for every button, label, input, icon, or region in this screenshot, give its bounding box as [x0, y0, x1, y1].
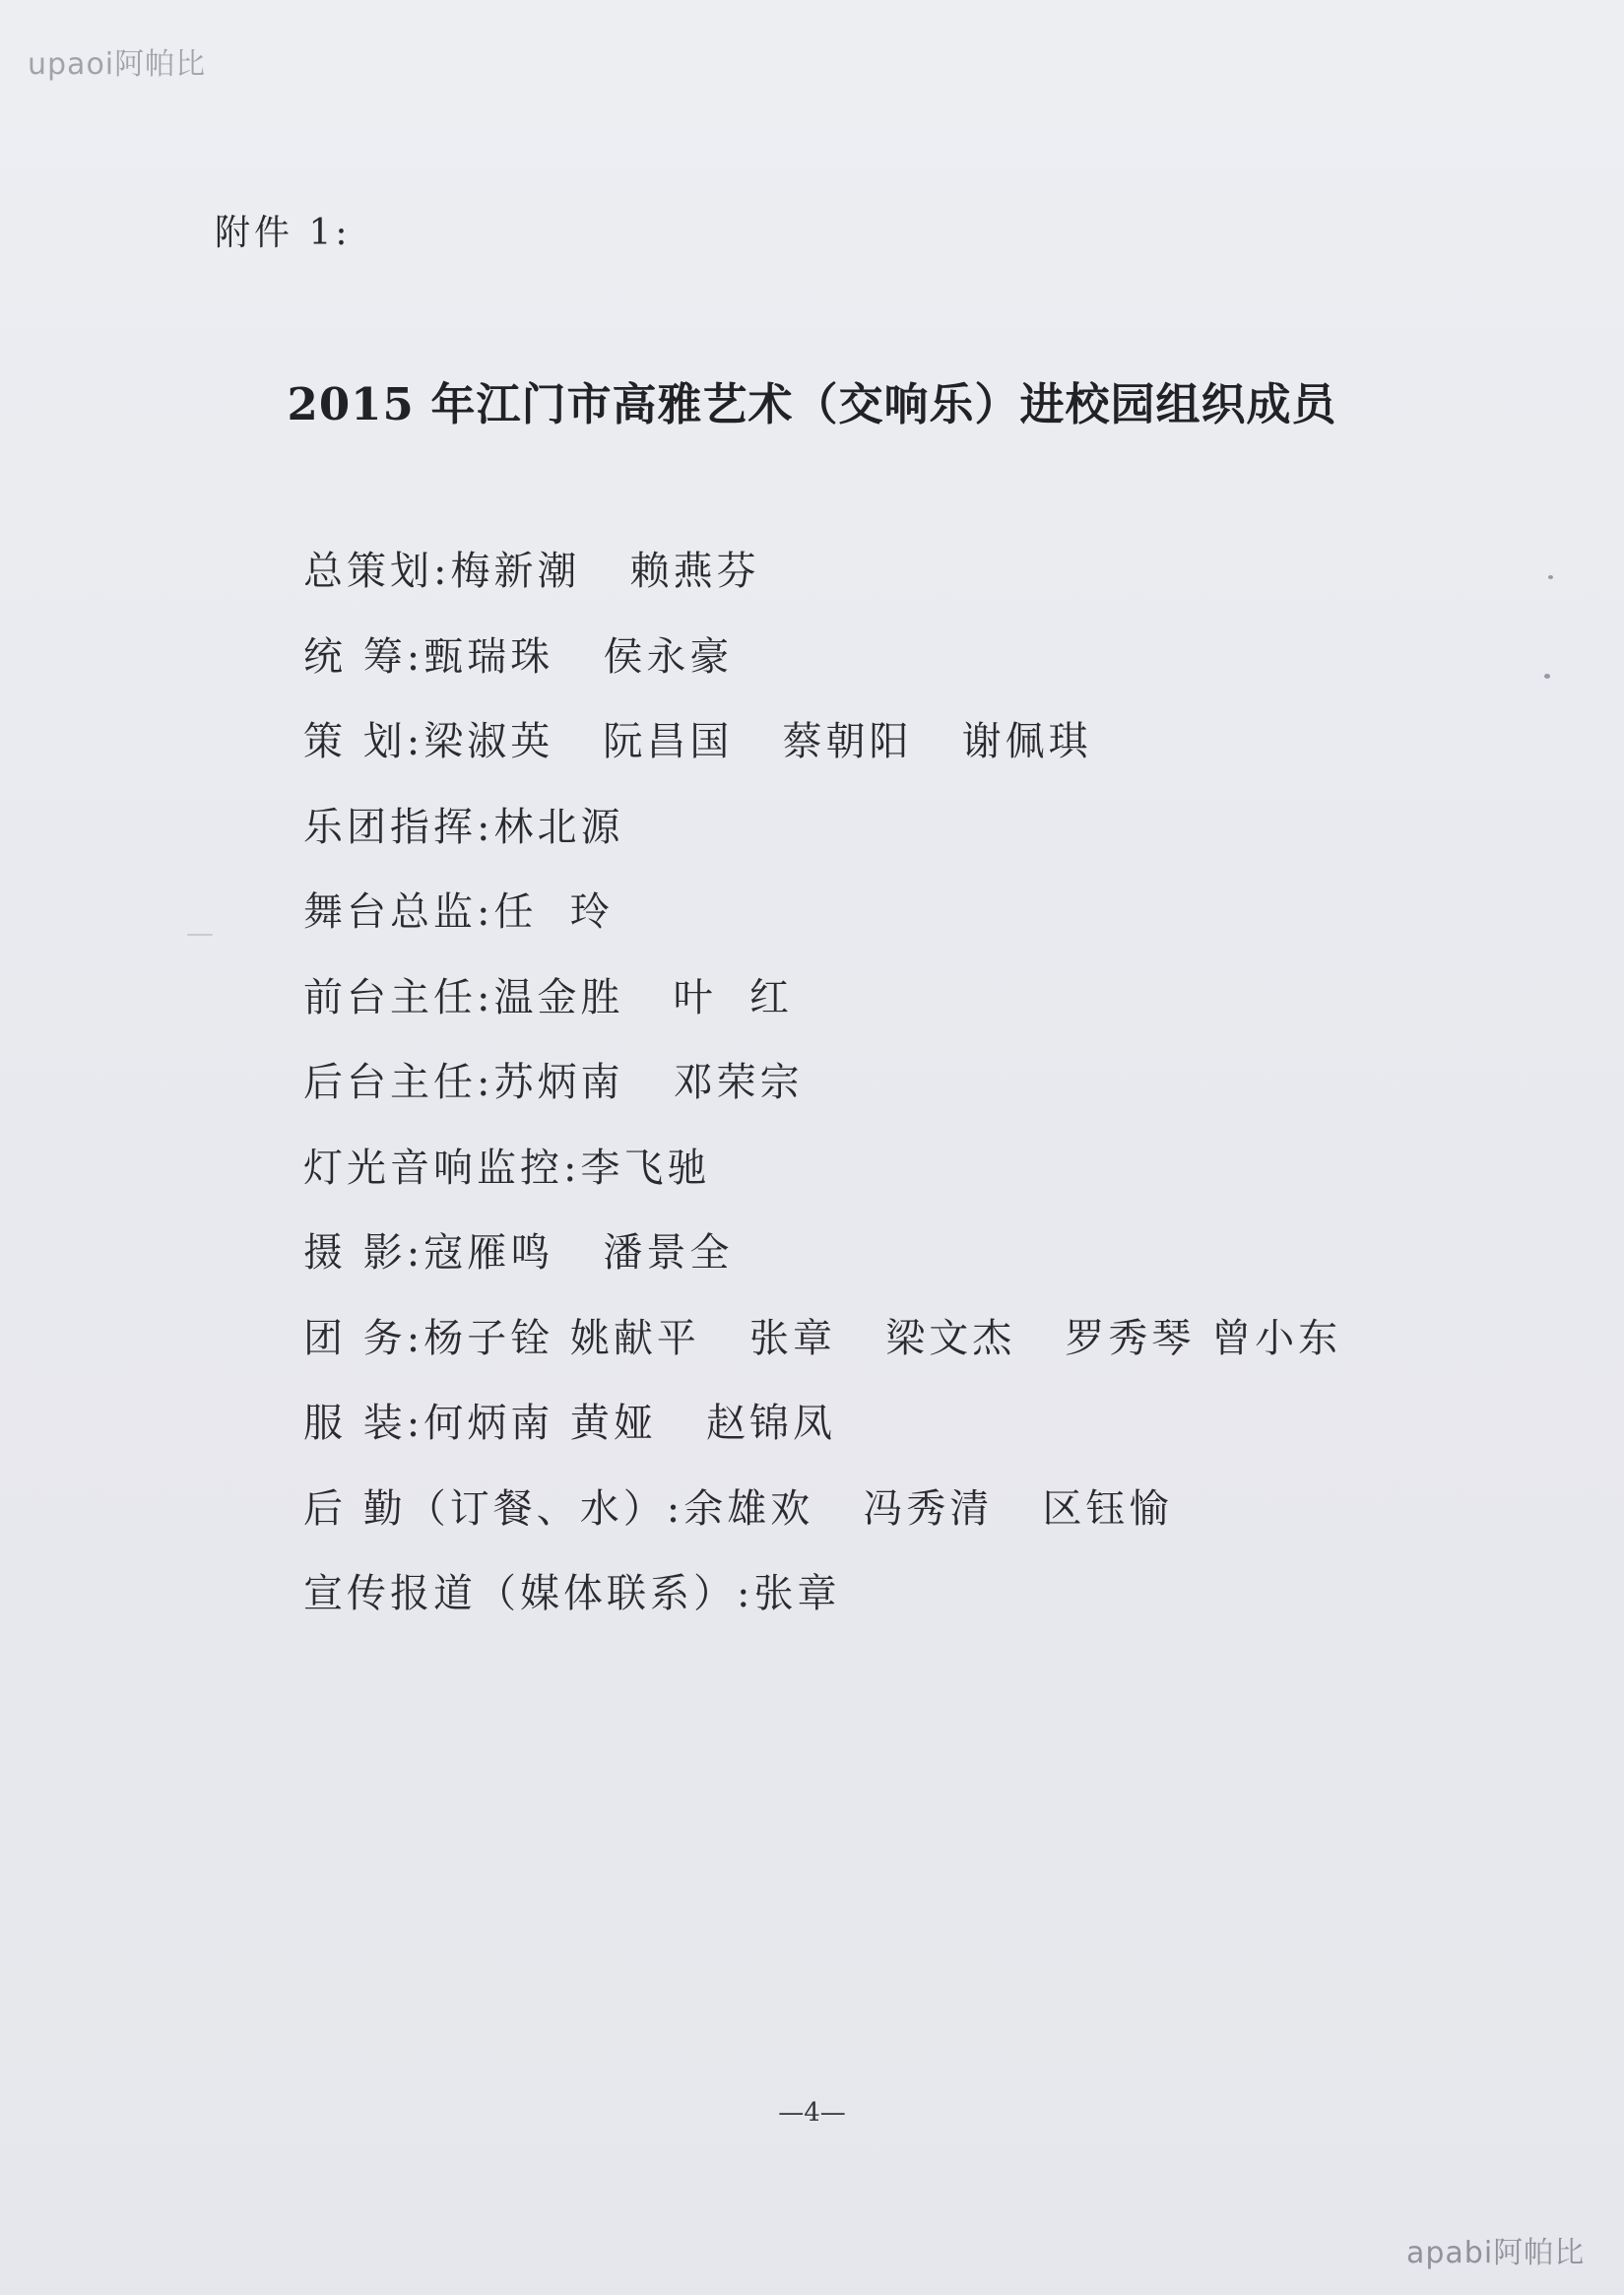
- roster-row-back-stage: [303, 1051, 1341, 1137]
- role-label: 后台主任:: [303, 1060, 494, 1105]
- role-label: 团 务:: [303, 1315, 424, 1361]
- page-number: —4—: [778, 2098, 846, 2128]
- role-label: 策 划:: [303, 719, 424, 764]
- member-names: 甄瑞珠 侯永豪: [423, 633, 734, 680]
- role-label: 摄 影:: [303, 1230, 424, 1276]
- role-label: 服 装:: [303, 1401, 424, 1446]
- scan-speck: [187, 934, 213, 936]
- watermark-logo-top: upaoi阿帕比: [28, 47, 207, 82]
- member-names: 李飞驰: [580, 1145, 711, 1191]
- roster-row-affairs: [303, 1307, 1341, 1393]
- roster-row-front-stage: [303, 966, 1341, 1052]
- role-label: 统 筹:: [303, 633, 424, 680]
- roster-row-costume: [303, 1392, 1341, 1477]
- roster-row-planning: [303, 710, 1341, 796]
- member-names: 余雄欢 冯秀清 区钰愉: [683, 1485, 1173, 1532]
- member-roster: [303, 540, 1341, 1648]
- member-names: 梅新潮 赖燕芬: [450, 549, 760, 594]
- roster-row-photography: [303, 1221, 1341, 1307]
- attachment-label: 附件 1:: [215, 213, 352, 253]
- roster-row-lighting-sound: [303, 1137, 1341, 1222]
- role-label: 后 勤（订餐、水）:: [303, 1485, 684, 1532]
- role-label: 宣传报道（媒体联系）:: [303, 1571, 754, 1616]
- document-title: 2015 年江门市高雅艺术（交响乐）进校园组织成员: [287, 378, 1337, 430]
- scan-speck: [1548, 575, 1553, 579]
- roster-row-stage-director: [303, 881, 1341, 966]
- roster-row-chief-planning: [303, 540, 1341, 625]
- role-label: 灯光音响监控:: [303, 1145, 581, 1191]
- roster-row-publicity: [303, 1562, 1341, 1648]
- role-label: 总策划:: [303, 549, 451, 594]
- member-names: 林北源: [493, 804, 624, 850]
- roster-row-logistics: [303, 1477, 1341, 1563]
- roster-row-coordination: [303, 625, 1341, 711]
- member-names: 何炳南 黄娅 赵锦凤: [423, 1401, 837, 1446]
- member-names: 温金胜 叶 红: [493, 974, 794, 1020]
- member-names: 苏炳南 邓荣宗: [493, 1060, 804, 1105]
- member-names: 杨子铨 姚献平 张章 梁文杰 罗秀琴 曾小东: [423, 1315, 1342, 1361]
- role-label: 前台主任:: [303, 974, 494, 1020]
- role-label: 乐团指挥:: [303, 804, 494, 850]
- role-label: 舞台总监:: [303, 889, 494, 935]
- member-names: 张章: [753, 1571, 841, 1616]
- member-names: 寇雁鸣 潘景全: [423, 1230, 734, 1276]
- member-names: 梁淑英 阮昌国 蔡朝阳 谢佩琪: [423, 719, 1092, 764]
- member-names: 任 玲: [493, 889, 614, 935]
- watermark-logo-bottom: apabi阿帕比: [1406, 2236, 1586, 2270]
- roster-row-conductor: [303, 796, 1341, 882]
- scan-speck: [1544, 674, 1550, 679]
